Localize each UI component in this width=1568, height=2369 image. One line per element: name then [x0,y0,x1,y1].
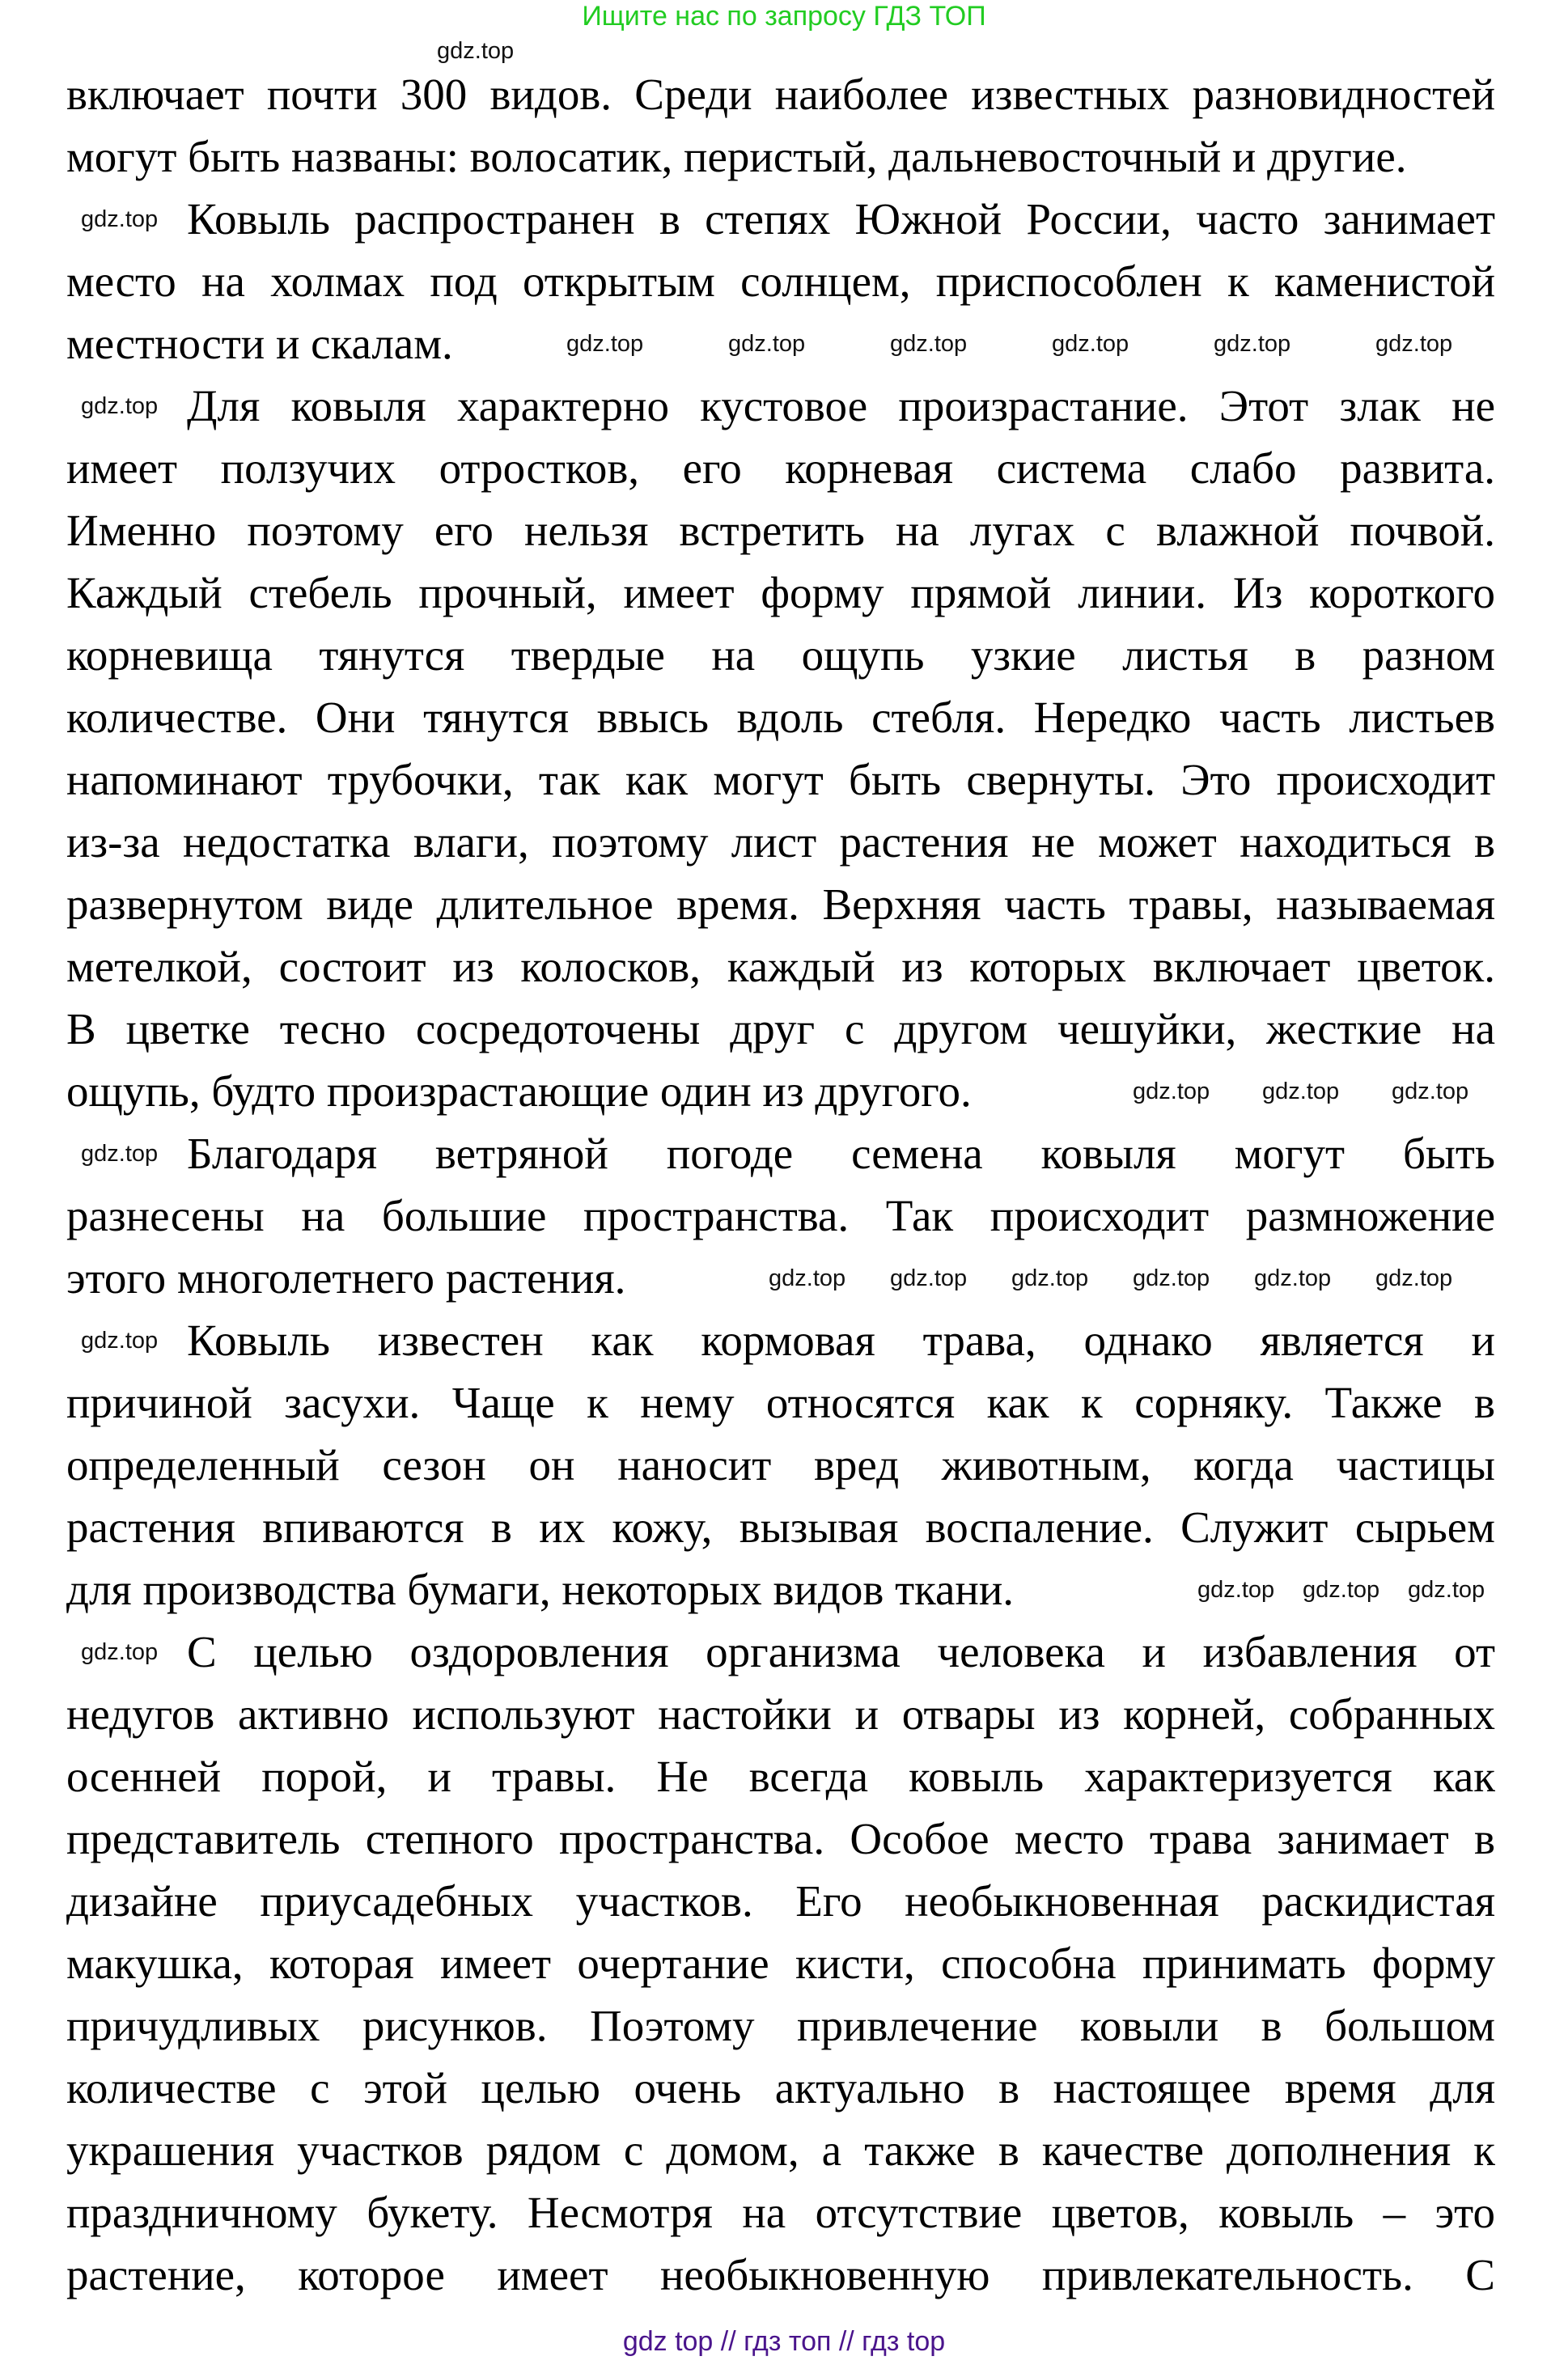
text-line: Каждый стебель прочный, имеет форму прямой линии. Из короткого [66,568,1495,617]
text-line: Ковыль распространен в степях Южной России, часто занимает [187,194,1495,244]
watermark: gdz.top [1254,1265,1332,1291]
watermark: gdz.top [1375,1265,1453,1291]
watermark: gdz.top [728,331,806,357]
text-line: Для ковыля характерно кустовое произрастание. Этот злак не [187,381,1495,430]
text-line: растения впиваются в их кожу, вызывая воспаление. Служит сырьем [66,1502,1495,1552]
watermark: gdz.top [890,1265,968,1291]
text-line: растение, которое имеет необыкновенную привлекательность. С [66,2250,1495,2299]
text-line: Ковыль известен как кормовая трава, однако является и [187,1316,1495,1365]
text-line: из-за недостатка влаги, поэтому лист растения не может находиться в [66,817,1495,867]
text-line: праздничному букету. Несмотря на отсутствие цветов, ковыль – это [66,2188,1495,2237]
text-line: представитель степного пространства. Особое место трава занимает в [66,1814,1495,1863]
text-line: разнесены на большие пространства. Так происходит размножение [66,1191,1495,1240]
watermark: gdz.top [769,1265,846,1291]
text-line: украшения участков рядом с домом, а также в качестве дополнения к [66,2125,1495,2175]
text-line: корневища тянутся твердые на ощупь узкие листья в разном [66,630,1495,680]
text-line: осенней порой, и травы. Не всегда ковыль характеризуется как [66,1752,1495,1801]
text-line: недугов активно используют настойки и отвары из корней, собранных [66,1689,1495,1739]
text-line: количестве с этой целью очень актуально в настоящее время для [66,2063,1495,2113]
text-line: включает почти 300 видов. Среди наиболее известных разновидностей [66,70,1495,119]
text-line: развернутом виде длительное время. Верхняя часть травы, называемая [66,879,1495,929]
watermark: gdz.top [1197,1577,1275,1603]
text-line: Именно поэтому его нельзя встретить на лугах с влажной почвой. [66,506,1495,555]
watermark: gdz.top [890,331,968,357]
text-line: дизайне приусадебных участков. Его необыкновенная раскидистая [66,1876,1495,1926]
text-line: могут быть названы: волосатик, перистый, дальневосточный и другие. [66,132,1407,181]
watermark: gdz.top [81,1639,159,1665]
watermark: gdz.top [1214,331,1291,357]
watermark: gdz.top [1011,1265,1089,1291]
watermark: gdz.top [566,331,644,357]
header-search-hint: Ищите нас по запросу ГДЗ ТОП [582,1,986,32]
watermark: gdz.top [1133,1079,1210,1104]
text-line: макушка, которая имеет очертание кисти, способна принимать форму [66,1939,1495,1988]
watermark: gdz.top [437,38,515,64]
watermark: gdz.top [1133,1265,1210,1291]
text-line: причиной засухи. Чаще к нему относятся как к сорняку. Также в [66,1378,1495,1427]
text-line: этого многолетнего растения. [66,1253,626,1303]
watermark: gdz.top [1392,1079,1469,1104]
text-line: определенный сезон он наносит вред животным, когда частицы [66,1440,1495,1490]
footer-links[interactable]: gdz top // гдз топ // гдз top [622,2326,946,2357]
text-line: место на холмах под открытым солнцем, приспособлен к каменистой [66,256,1495,306]
text-line: для производства бумаги, некоторых видов ткани. [66,1565,1015,1614]
text-line: количестве. Они тянутся ввысь вдоль стебля. Нередко часть листьев [66,693,1495,742]
watermark: gdz.top [1262,1079,1340,1104]
watermark: gdz.top [81,206,159,232]
watermark: gdz.top [81,1328,159,1354]
text-line: напоминают трубочки, так как могут быть свернуты. Это происходит [66,755,1495,804]
text-line: В цветке тесно сосредоточены друг с другом чешуйки, жесткие на [66,1004,1495,1053]
watermark: gdz.top [81,1141,159,1167]
text-line: Благодаря ветряной погоде семена ковыля могут быть [187,1129,1495,1178]
watermark: gdz.top [1303,1577,1380,1603]
watermark: gdz.top [1052,331,1129,357]
text-line: причудливых рисунков. Поэтому привлечение ковыли в большом [66,2001,1495,2050]
watermark: gdz.top [1375,331,1453,357]
text-line: С целью оздоровления организма человека и избавления от [187,1627,1495,1676]
text-line: метелкой, состоит из колосков, каждый из которых включает цветок. [66,942,1495,991]
text-line: ощупь, будто произрастающие один из другого. [66,1066,972,1116]
text-line: местности и скалам. [66,319,453,368]
watermark: gdz.top [81,393,159,419]
watermark: gdz.top [1408,1577,1485,1603]
text-line: имеет ползучих отростков, его корневая система слабо развита. [66,443,1495,493]
